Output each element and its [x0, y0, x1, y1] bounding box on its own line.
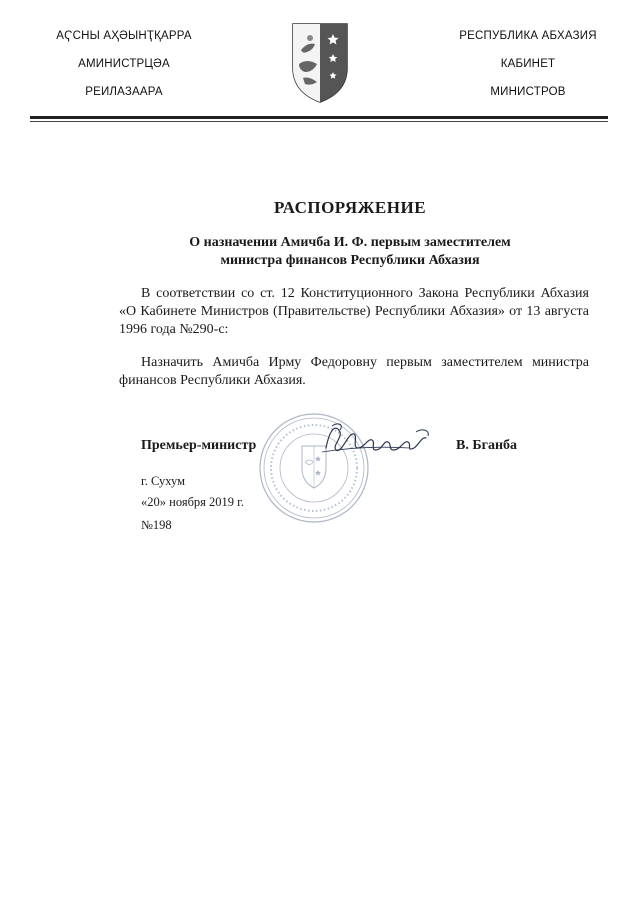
document-city: г. Сухум [141, 474, 186, 488]
signatory-role: Премьер-министр [141, 438, 257, 453]
paragraph-2-text: Назначить Амичба Ирму Федоровну первым заместителем министра финансов Республики Абхазия. [119, 355, 589, 388]
header-left-line-1: АҀСНЫ АҲӘЫНҬҚАРРА [56, 30, 192, 42]
header-left-line-3: РЕИЛАЗААРА [85, 86, 163, 98]
header-divider-thin [30, 121, 608, 122]
header-right-line-3: МИНИСТРОВ [490, 86, 566, 98]
subject-line-1: О назначении Амичба И. Ф. первым заместителем [189, 235, 511, 250]
header-left-line-2: АМИНИСТРЦӘА [78, 58, 170, 70]
coat-of-arms-emblem [289, 20, 351, 104]
body-paragraph-2 [119, 354, 589, 390]
document-subject [100, 234, 600, 270]
header-divider-thick [30, 116, 608, 119]
paragraph-1-text: В соответствии со ст. 12 Конституционного Закона Республики Абхазия «О Кабинете Министров (Правительстве) Республики Абхазия» от 13 августа 1996 года №290-с: [119, 286, 589, 337]
document-title: РАСПОРЯЖЕНИЕ [273, 198, 427, 217]
document-date: «20» ноября 2019 г. [141, 495, 245, 509]
signatory-name: В. Бганба [456, 438, 518, 453]
document-number: №198 [141, 518, 172, 532]
header-right-line-1: РЕСПУБЛИКА АБХАЗИЯ [459, 30, 597, 42]
body-paragraph-1 [119, 285, 589, 339]
handwritten-signature [318, 418, 438, 462]
subject-line-2: министра финансов Республики Абхазия [220, 253, 480, 268]
header-right-line-2: КАБИНЕТ [500, 58, 556, 70]
